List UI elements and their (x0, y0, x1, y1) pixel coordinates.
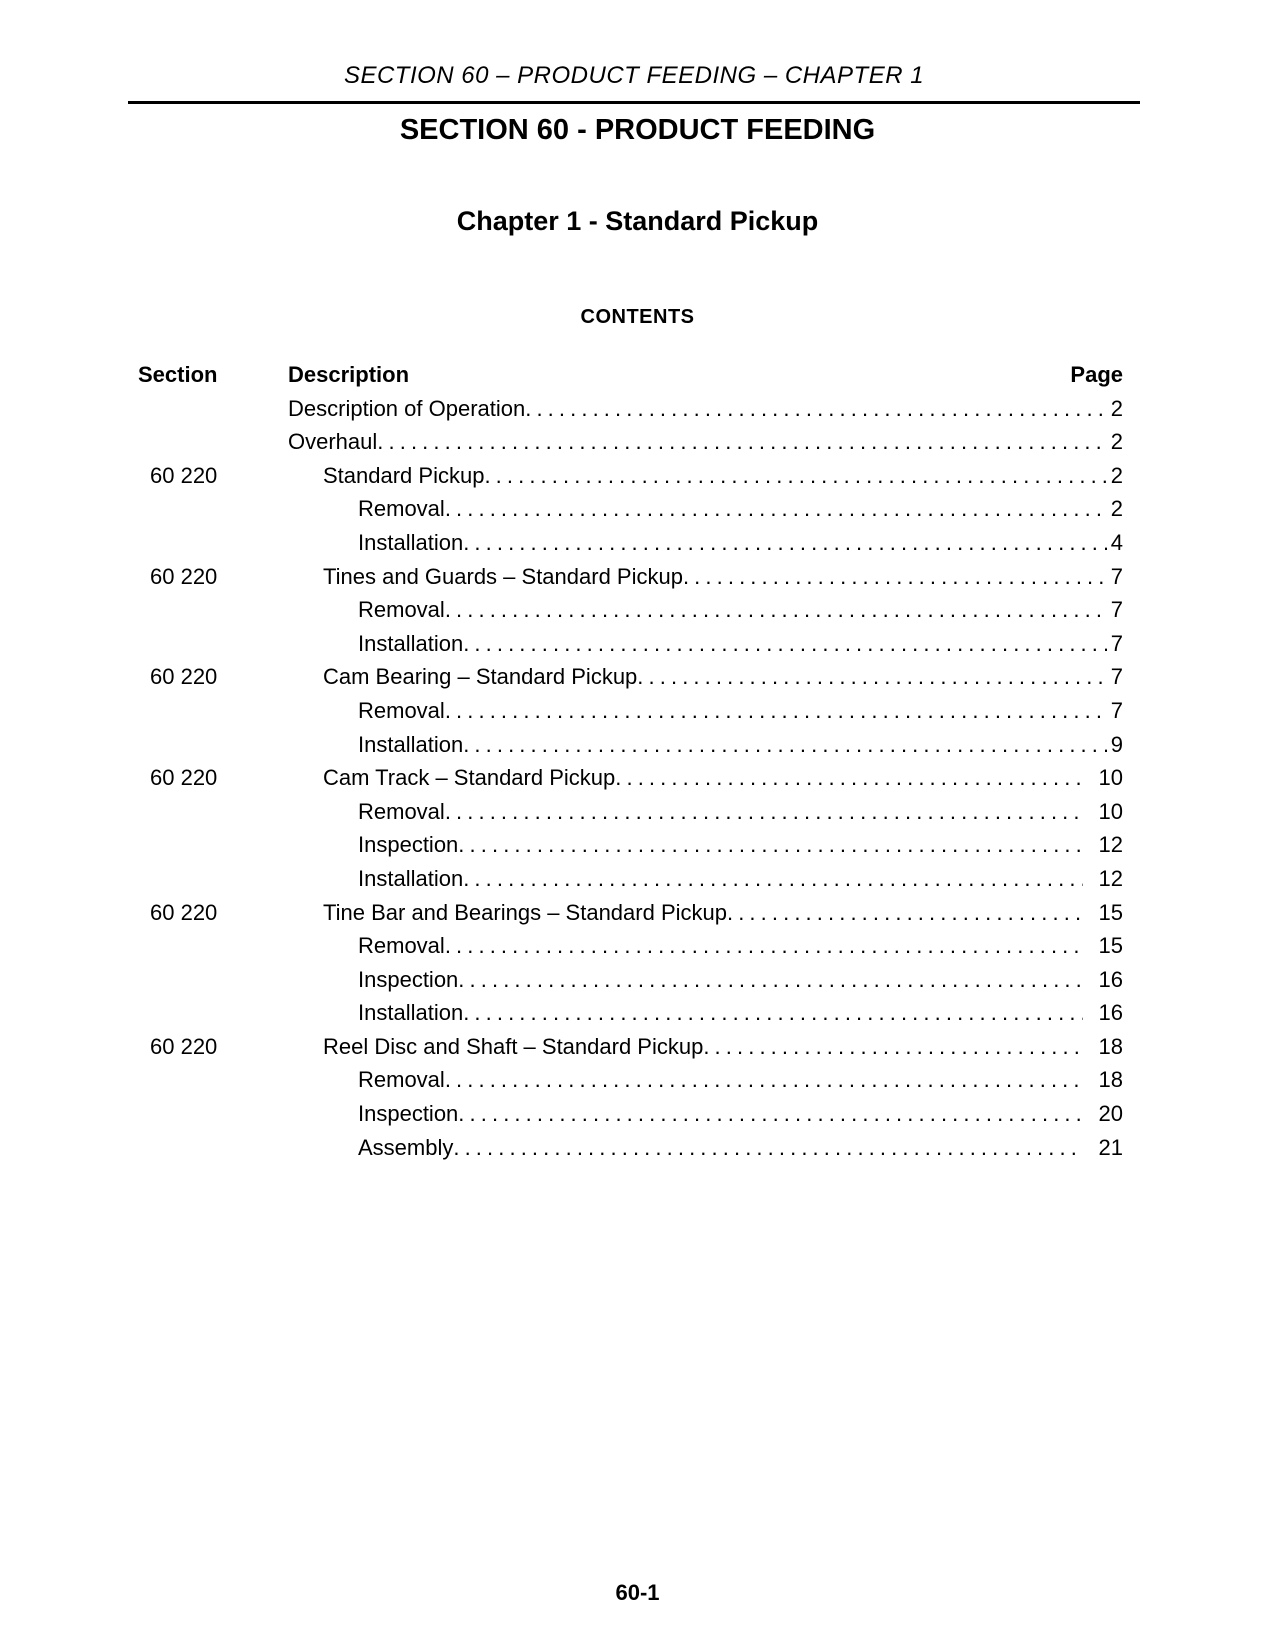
toc-row (138, 862, 1123, 896)
toc-page-number: 2 (1110, 429, 1123, 455)
toc-entry-title: Inspection (358, 966, 459, 992)
toc-entry-title: Standard Pickup (323, 462, 485, 488)
toc-page-number: 2 (1110, 395, 1123, 421)
toc-row (138, 392, 1123, 426)
toc-dot-leader (445, 593, 1107, 627)
toc-page-number: 16 (1098, 1000, 1123, 1026)
toc-entry-title: Removal (358, 798, 445, 824)
toc-entry-title: Installation (358, 1000, 464, 1026)
toc-row (138, 728, 1123, 762)
toc-page-number: 7 (1110, 563, 1123, 589)
toc-row (138, 1063, 1123, 1097)
toc-dot-leader (463, 996, 1083, 1030)
toc-row (138, 828, 1123, 862)
toc-dot-leader (703, 1030, 1083, 1064)
toc-page-number: 2 (1110, 496, 1123, 522)
toc-page-number: 9 (1110, 731, 1123, 757)
toc-section-number: 60 220 (150, 1033, 218, 1059)
toc-entry-title: Removal (358, 697, 445, 723)
toc-header-desc-wrap (288, 358, 1123, 392)
toc-row (138, 963, 1123, 997)
toc-section-number: 60 220 (150, 563, 218, 589)
toc-entry (288, 492, 1123, 526)
toc-entry-title: Assembly (358, 1134, 454, 1160)
toc-entry (288, 1131, 1123, 1165)
toc-entry-title: Tine Bar and Bearings – Standard Pickup (323, 899, 727, 925)
section-title: SECTION 60 - PRODUCT FEEDING (399, 114, 876, 146)
toc-entry-title: Removal (358, 496, 445, 522)
toc-dot-leader (458, 963, 1083, 997)
toc-dot-leader (445, 795, 1083, 829)
toc-page-number: 12 (1098, 865, 1123, 891)
toc-entry-title: Reel Disc and Shaft – Standard Pickup (323, 1033, 704, 1059)
toc-dot-leader (445, 1063, 1083, 1097)
toc-entry (288, 392, 1123, 426)
toc-row (138, 761, 1123, 795)
toc-entry (288, 560, 1123, 594)
toc-entry-title: Installation (358, 731, 464, 757)
toc-page-number: 18 (1098, 1033, 1123, 1059)
toc-page-number: 2 (1110, 462, 1123, 488)
toc-dot-leader (637, 660, 1107, 694)
header-rule (128, 101, 1140, 104)
toc-section-number: 60 220 (150, 462, 218, 488)
toc-entry-title: Cam Track – Standard Pickup (323, 765, 616, 791)
toc-row (138, 560, 1123, 594)
table-of-contents (138, 358, 1123, 1164)
toc-dot-leader (445, 929, 1083, 963)
toc-row (138, 1097, 1123, 1131)
toc-row (138, 1131, 1123, 1165)
toc-entry (288, 459, 1123, 493)
toc-dot-leader (484, 459, 1107, 493)
toc-section-number: 60 220 (150, 664, 218, 690)
toc-dot-leader (458, 1097, 1083, 1131)
toc-entry (288, 1063, 1123, 1097)
toc-dot-leader (727, 896, 1083, 930)
toc-entry (288, 425, 1123, 459)
toc-entry (288, 1097, 1123, 1131)
toc-row (138, 660, 1123, 694)
toc-dot-leader (615, 761, 1083, 795)
toc-page-number: 16 (1098, 966, 1123, 992)
toc-page-number: 10 (1098, 765, 1123, 791)
toc-row (138, 1030, 1123, 1064)
toc-dot-leader (525, 392, 1107, 426)
toc-header-row (138, 358, 1123, 392)
toc-entry (288, 963, 1123, 997)
chapter-title: Chapter 1 - Standard Pickup (456, 206, 819, 236)
toc-entry (288, 627, 1123, 661)
toc-row (138, 526, 1123, 560)
toc-entry-title: Removal (358, 933, 445, 959)
toc-page-number: 21 (1098, 1134, 1123, 1160)
footer-page-number: 60-1 (615, 1580, 660, 1605)
toc-row (138, 694, 1123, 728)
toc-entry (288, 728, 1123, 762)
toc-entry (288, 929, 1123, 963)
toc-entry-title: Description of Operation (288, 395, 526, 421)
toc-row (138, 593, 1123, 627)
toc-dot-leader (463, 862, 1083, 896)
toc-entry (288, 660, 1123, 694)
toc-page-number: 18 (1098, 1067, 1123, 1093)
toc-row (138, 795, 1123, 829)
toc-row (138, 929, 1123, 963)
toc-dot-leader (445, 492, 1107, 526)
toc-entry (288, 996, 1123, 1030)
toc-entry (288, 593, 1123, 627)
toc-row (138, 896, 1123, 930)
toc-dot-leader (445, 694, 1107, 728)
toc-entry-title: Overhaul (288, 429, 378, 455)
toc-page-number: 7 (1110, 664, 1123, 690)
toc-page-number: 12 (1098, 832, 1123, 858)
toc-row (138, 627, 1123, 661)
toc-entry (288, 526, 1123, 560)
toc-dot-leader (463, 526, 1107, 560)
toc-entry-title: Tines and Guards – Standard Pickup (323, 563, 683, 589)
toc-rows-container (138, 392, 1123, 1165)
toc-entry (288, 896, 1123, 930)
toc-entry (288, 862, 1123, 896)
toc-entry (288, 694, 1123, 728)
toc-row (138, 459, 1123, 493)
toc-row (138, 425, 1123, 459)
toc-entry-title: Installation (358, 865, 464, 891)
toc-dot-leader (377, 425, 1107, 459)
toc-page-number: 7 (1110, 697, 1123, 723)
toc-entry-title: Inspection (358, 1101, 459, 1127)
toc-entry (288, 1030, 1123, 1064)
toc-header-section: Section (138, 362, 218, 387)
toc-dot-leader (463, 627, 1107, 661)
toc-entry (288, 761, 1123, 795)
toc-entry-title: Inspection (358, 832, 459, 858)
toc-page-number: 4 (1110, 529, 1123, 555)
running-header: SECTION 60 – PRODUCT FEEDING – CHAPTER 1 (343, 62, 925, 89)
toc-dot-leader (458, 828, 1083, 862)
toc-section-number: 60 220 (150, 899, 218, 925)
toc-page-number: 7 (1110, 597, 1123, 623)
toc-header-page: Page (1070, 362, 1123, 387)
toc-row (138, 996, 1123, 1030)
toc-row (138, 492, 1123, 526)
toc-entry-title: Removal (358, 1067, 445, 1093)
toc-page-number: 20 (1098, 1101, 1123, 1127)
toc-dot-leader (683, 560, 1107, 594)
toc-dot-leader (453, 1131, 1083, 1165)
toc-entry (288, 828, 1123, 862)
toc-entry-title: Installation (358, 630, 464, 656)
toc-entry-title: Cam Bearing – Standard Pickup (323, 664, 638, 690)
toc-entry-title: Installation (358, 529, 464, 555)
toc-header-description: Description (288, 362, 410, 387)
toc-dot-leader (463, 728, 1107, 762)
toc-entry (288, 795, 1123, 829)
contents-heading: CONTENTS (580, 306, 695, 328)
toc-page-number: 15 (1098, 899, 1123, 925)
toc-page-number: 10 (1098, 798, 1123, 824)
toc-entry-title: Removal (358, 597, 445, 623)
toc-section-number: 60 220 (150, 765, 218, 791)
toc-page-number: 7 (1110, 630, 1123, 656)
toc-page-number: 15 (1098, 933, 1123, 959)
